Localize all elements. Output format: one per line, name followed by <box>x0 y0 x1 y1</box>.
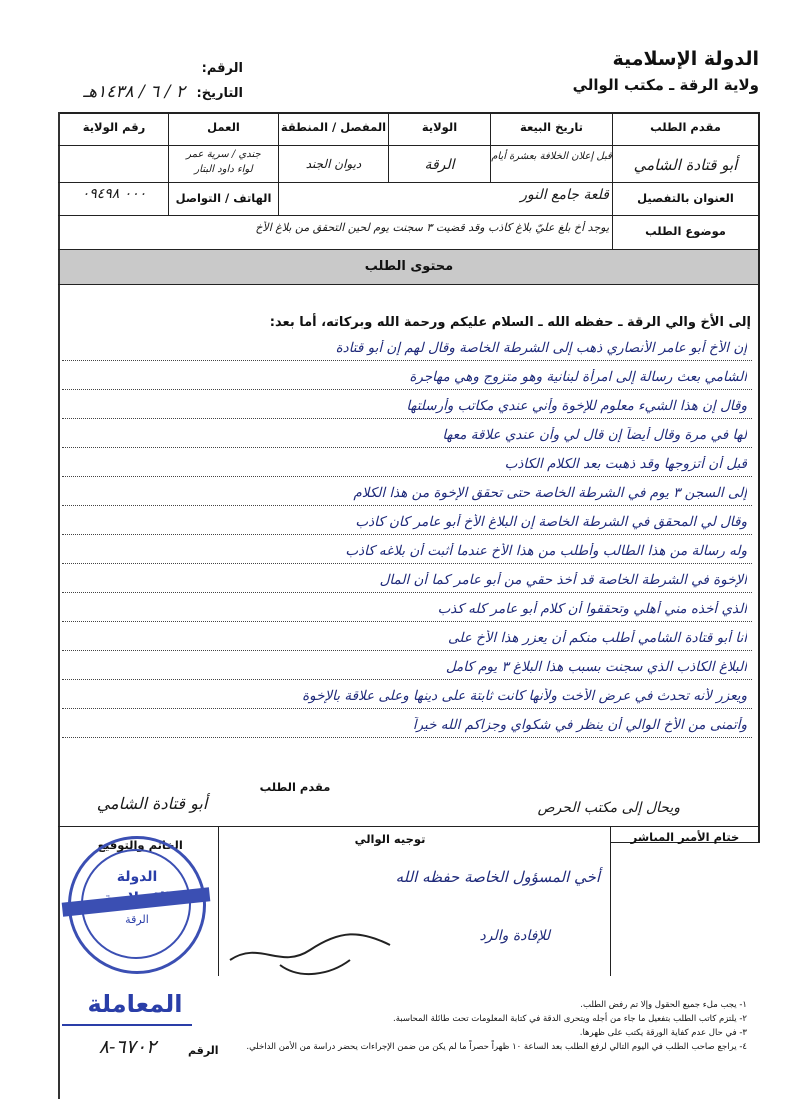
footnote-2: ٢- يلتزم كاتب الطلب بتفعيل ما جاء من أجله ويتحرى الدقة في كتابة المعلومات تحت طائلة المحاسبة. <box>393 1014 747 1024</box>
letter-line: الشامي بعث رسالة إلى امرأة لبنانية وهو متزوج وهي مهاجرة <box>409 369 747 385</box>
ruled-line <box>62 650 752 651</box>
ruled-line <box>62 708 752 709</box>
stamp-text-1: الدولة <box>116 869 158 885</box>
letter-line: لها في مرة وقال أيضاً إن قال لي وأن عندي علاقة معها <box>442 427 747 443</box>
footnote-1: ١- يجب ملء جميع الحقول وإلا تم رفض الطلب. <box>580 1000 747 1010</box>
label-district: المفصل / المنطقة <box>280 120 387 134</box>
letter-line: وقال إن هذا الشيء معلوم للإخوة وأني عندي مكاتب وأرسلتها <box>406 398 747 414</box>
label-address: العنوان بالتفصيل <box>637 191 734 205</box>
number-value-bottom: ٦٧٠٢-٨ <box>98 1036 157 1058</box>
governor-note-line1: أخي المسؤول الخاصة حفظه الله <box>395 868 600 886</box>
letter-line: ويعزر لأنه تحدث في عرض الأخت ولأنها كانت ثابتة على دينها وعلى علاقة بالإخوة <box>302 688 747 704</box>
value-province: الرقة <box>424 157 455 173</box>
letter-line: الإخوة في الشرطة الخاصة قد أخذ حقي من أبو عامر كما أن المال <box>379 572 747 588</box>
value-job-line2: لواء داود البتار <box>194 164 253 175</box>
letter-line: إن الأخ أبو عامر الأنصاري ذهب إلى الشرطة الخاصة وقال لهم إن أبو قتادة <box>335 340 747 356</box>
ruled-line <box>62 505 752 506</box>
ruled-line <box>62 389 752 390</box>
applicant-signature: أبو قتادة الشامي <box>96 794 208 813</box>
letter-line: قبل أن أتزوجها وقد ذهبت بعد الكلام الكاذب <box>504 456 747 472</box>
ruled-line <box>62 476 752 477</box>
value-address: قلعة جامع النور <box>520 187 609 203</box>
label-content: محتوى الطلب <box>364 259 454 274</box>
label-phone: الهاتف / التواصل <box>175 191 272 205</box>
label-province-number: رقم الولاية <box>82 120 146 134</box>
label-governor-direction: توجيه الوالي <box>354 832 426 846</box>
letter-line: إلى السجن ٣ يوم في الشرطة الخاصة حتى تحقق الإخوة من هذا الكلام <box>353 485 747 501</box>
label-province: الولاية <box>421 120 458 134</box>
date-label: التاريخ: <box>196 86 243 101</box>
ruled-line <box>62 737 752 738</box>
value-applicant: أبو قتادة الشامي <box>633 156 738 174</box>
number-label: الرقم: <box>201 61 243 76</box>
office-title: ولاية الرقة ـ مكتب الوالي <box>572 76 759 94</box>
footnote-4: ٤- يراجع صاحب الطلب في اليوم التالي لرفع الطلب بعد الساعة ١٠ ظهراً حصراً ما لم يكن من ضمن الإجراءات يحضر دراسة من الأمن الداخلي. <box>246 1042 747 1052</box>
label-direct-emir-stamp: ختام الأمير المباشر <box>630 830 740 844</box>
label-applicant: مقدم الطلب <box>650 120 721 134</box>
ruled-line <box>62 534 752 535</box>
label-applicant-sign: مقدم الطلب <box>259 780 331 794</box>
value-phone: ٠٠٠ ٠٩٤٩٨ <box>81 186 147 202</box>
letter-line: أنا أبو قتادة الشامي أطلب منكم أن يعزر هذا الأخ على <box>447 630 747 646</box>
value-allegiance-date: قبل إعلان الخلافة بعشرة أيام <box>491 151 612 162</box>
ruled-line <box>62 563 752 564</box>
letter-line: وقال لي المحقق في الشرطة الخاصة إن البلاغ الأخ أبو عامر كان كاذب <box>355 514 747 530</box>
value-district: ديوان الجند <box>305 157 362 171</box>
ruled-line <box>62 621 752 622</box>
label-job: العمل <box>207 120 240 134</box>
value-job: جندي / سرية عمر <box>186 149 261 160</box>
letter-line: البلاغ الكاذب الذي سجنت بسبب هذا البلاغ ٣ يوم كامل <box>445 659 747 675</box>
letter-line: وله رسالة من هذا الطالب وأطلب من هذا الأخ عندما أثبت أن بلاغه كاذب <box>345 543 747 559</box>
ruled-line <box>62 447 752 448</box>
label-allegiance-date: تاريخ البيعة <box>520 120 583 134</box>
governor-note-line2: للإفادة والرد <box>479 928 550 944</box>
date-value: ٢ / ٦ / ١٤٣٨هـ <box>83 82 185 102</box>
value-subject: يوجد أخ بلغ عليّ بلاغ كاذب وقد قضيت ٣ سجنت يوم لحين التحقق من بلاغ الأخ <box>255 221 609 234</box>
closing-note: ويحال إلى مكتب الحرص <box>537 800 680 816</box>
letter-greeting: إلى الأخ والي الرقة ـ حفظه الله ـ السلام عليكم ورحمة الله وبركاته، أما بعد: <box>269 315 751 330</box>
state-title: الدولة الإسلامية <box>612 48 759 70</box>
muamala-label: المعاملة <box>87 990 183 1018</box>
ruled-line <box>62 418 752 419</box>
governor-signature <box>220 910 420 990</box>
letter-line: الذي أخذه مني أهلي وتحققوا أن كلام أبو عامر كله كذب <box>437 601 747 617</box>
number-label-bottom: الرقم <box>188 1044 219 1057</box>
footnote-3: ٣- في حال عدم كفاية الورقة يكتب على ظهرها. <box>579 1028 747 1038</box>
label-subject: موضوع الطلب <box>645 224 726 238</box>
stamp-text-3: الرقة <box>125 913 149 926</box>
ruled-line <box>62 592 752 593</box>
ruled-line <box>62 679 752 680</box>
letter-line: وأتمنى من الأخ الوالي أن ينظر في شكواي وجزاكم الله خيراً <box>412 717 747 733</box>
label-stamp-signature: الخاتم والتوقيع <box>97 838 183 852</box>
ruled-line <box>62 360 752 361</box>
